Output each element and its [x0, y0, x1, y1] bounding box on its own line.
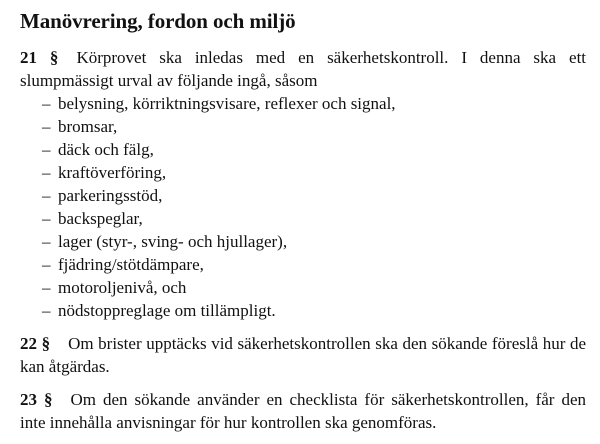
paragraph-22 [20, 332, 586, 378]
paragraph-21 [20, 46, 586, 92]
dash-marker: – [42, 209, 51, 228]
dash-marker: – [42, 255, 51, 274]
list-item: – nödstoppreglage om tillämpligt. [42, 301, 276, 320]
paragraph-text: Om den sökande använder en checklista för säkerhetskontrollen, får den inte innehålla anvisningar för hur kontrollen ska genomföras. [20, 390, 586, 432]
dash-marker: – [42, 94, 51, 113]
dash-marker: – [42, 232, 51, 251]
dash-marker: – [42, 163, 51, 182]
section-heading: Manövrering, fordon och miljö [20, 9, 296, 33]
list-item: – fjädring/stötdämpare, [42, 255, 204, 274]
dash-marker: – [42, 117, 51, 136]
dash-marker: – [42, 301, 51, 320]
dash-marker: – [42, 278, 51, 297]
paragraph-23 [20, 388, 586, 434]
list-item: – lager (styr-, sving- och hjullager), [42, 232, 288, 251]
paragraph-number: 21 § [20, 48, 59, 67]
list-item: – belysning, körriktningsvisare, reflexer och signal, [42, 94, 396, 113]
list-item: – parkeringsstöd, [42, 186, 163, 205]
list-item: – bromsar, [42, 117, 118, 136]
dash-marker: – [42, 186, 51, 205]
checklist [20, 92, 586, 322]
list-item: – kraftöverföring, [42, 163, 167, 182]
paragraph-number: 22 § [20, 334, 51, 353]
list-item: – däck och fälg, [42, 140, 154, 159]
list-item: – backspeglar, [42, 209, 143, 228]
paragraph-number: 23 § [20, 390, 53, 409]
list-item: – motoroljenivå, och [42, 278, 187, 297]
dash-marker: – [42, 140, 51, 159]
paragraph-text: Körprovet ska inledas med en säkerhetskontroll. I denna ska ett slumpmässigt urval av följande ingå, såsom [20, 48, 587, 90]
paragraph-text: Om brister upptäcks vid säkerhetskontrollen ska den sökande föreslå hur de kan åtgärdas. [20, 334, 586, 376]
